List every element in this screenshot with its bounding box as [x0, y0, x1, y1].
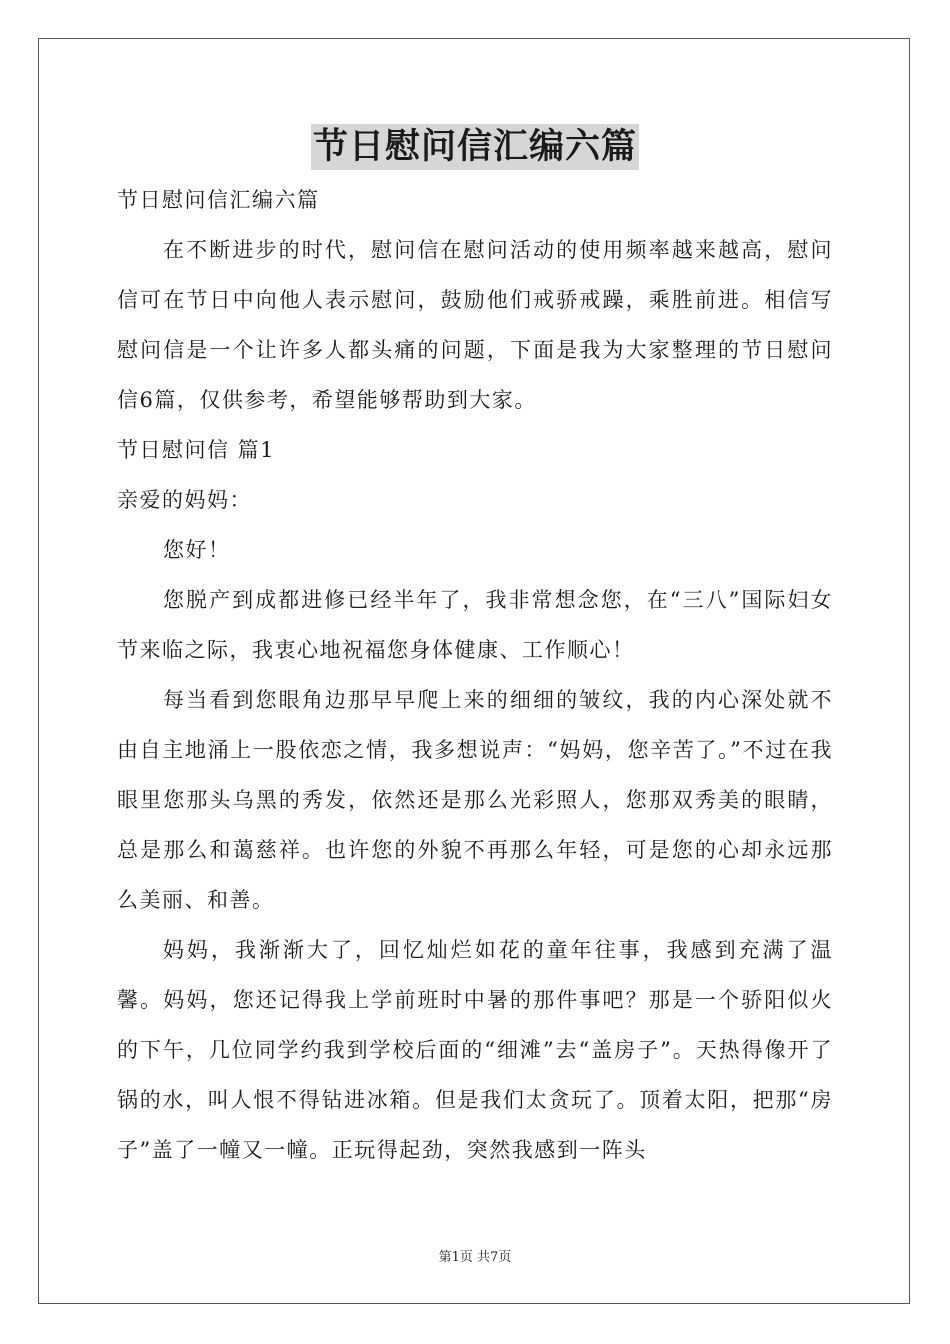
document-title: 节日慰问信汇编六篇	[311, 124, 639, 170]
title-container	[0, 124, 950, 170]
paragraph: 每当看到您眼角边那早早爬上来的细细的皱纹，我的内心深处就不由自主地涌上一股依恋之情，我多想说声：“妈妈，您辛苦了。”不过在我眼里您那头乌黑的秀发，依然还是那么光彩照人，您那双秀美的眼睛，总是那么和蔼慈祥。也许您的外貌不再那么年轻，可是您的心却永远那么美丽、和善。	[117, 688, 833, 912]
salutation: 亲爱的妈妈：	[117, 488, 252, 512]
paragraph: 妈妈，我渐渐大了，回忆灿烂如花的童年往事，我感到充满了温馨。妈妈，您还记得我上学前班时中暑的那件事吧？那是一个骄阳似火的下午，几位同学约我到学校后面的“细滩”去“盖房子”。天热得像开了锅的水，叫人恨不得钻进冰箱。但是我们太贪玩了。顶着太阳，把那“房子”盖了一幢又一幢。正玩得起劲，突然我感到一阵头	[117, 938, 833, 1162]
section-heading: 节日慰问信 篇1	[117, 438, 276, 462]
paragraph: 节日慰问信汇编六篇	[117, 188, 320, 212]
greeting: 您好！	[163, 538, 231, 562]
document-body	[117, 175, 833, 1175]
page-footer: 第1页 共7页	[438, 1250, 512, 1265]
paragraph: 您脱产到成都进修已经半年了，我非常想念您，在“三八”国际妇女节来临之际，我衷心地祝福您身体健康、工作顺心！	[117, 588, 833, 662]
paragraph: 在不断进步的时代，慰问信在慰问活动的使用频率越来越高，慰问信可在节日中向他人表示慰问，鼓励他们戒骄戒躁，乘胜前进。相信写慰问信是一个让许多人都头痛的问题，下面是我为大家整理的节日慰问信6篇，仅供参考，希望能够帮助到大家。	[117, 238, 833, 412]
